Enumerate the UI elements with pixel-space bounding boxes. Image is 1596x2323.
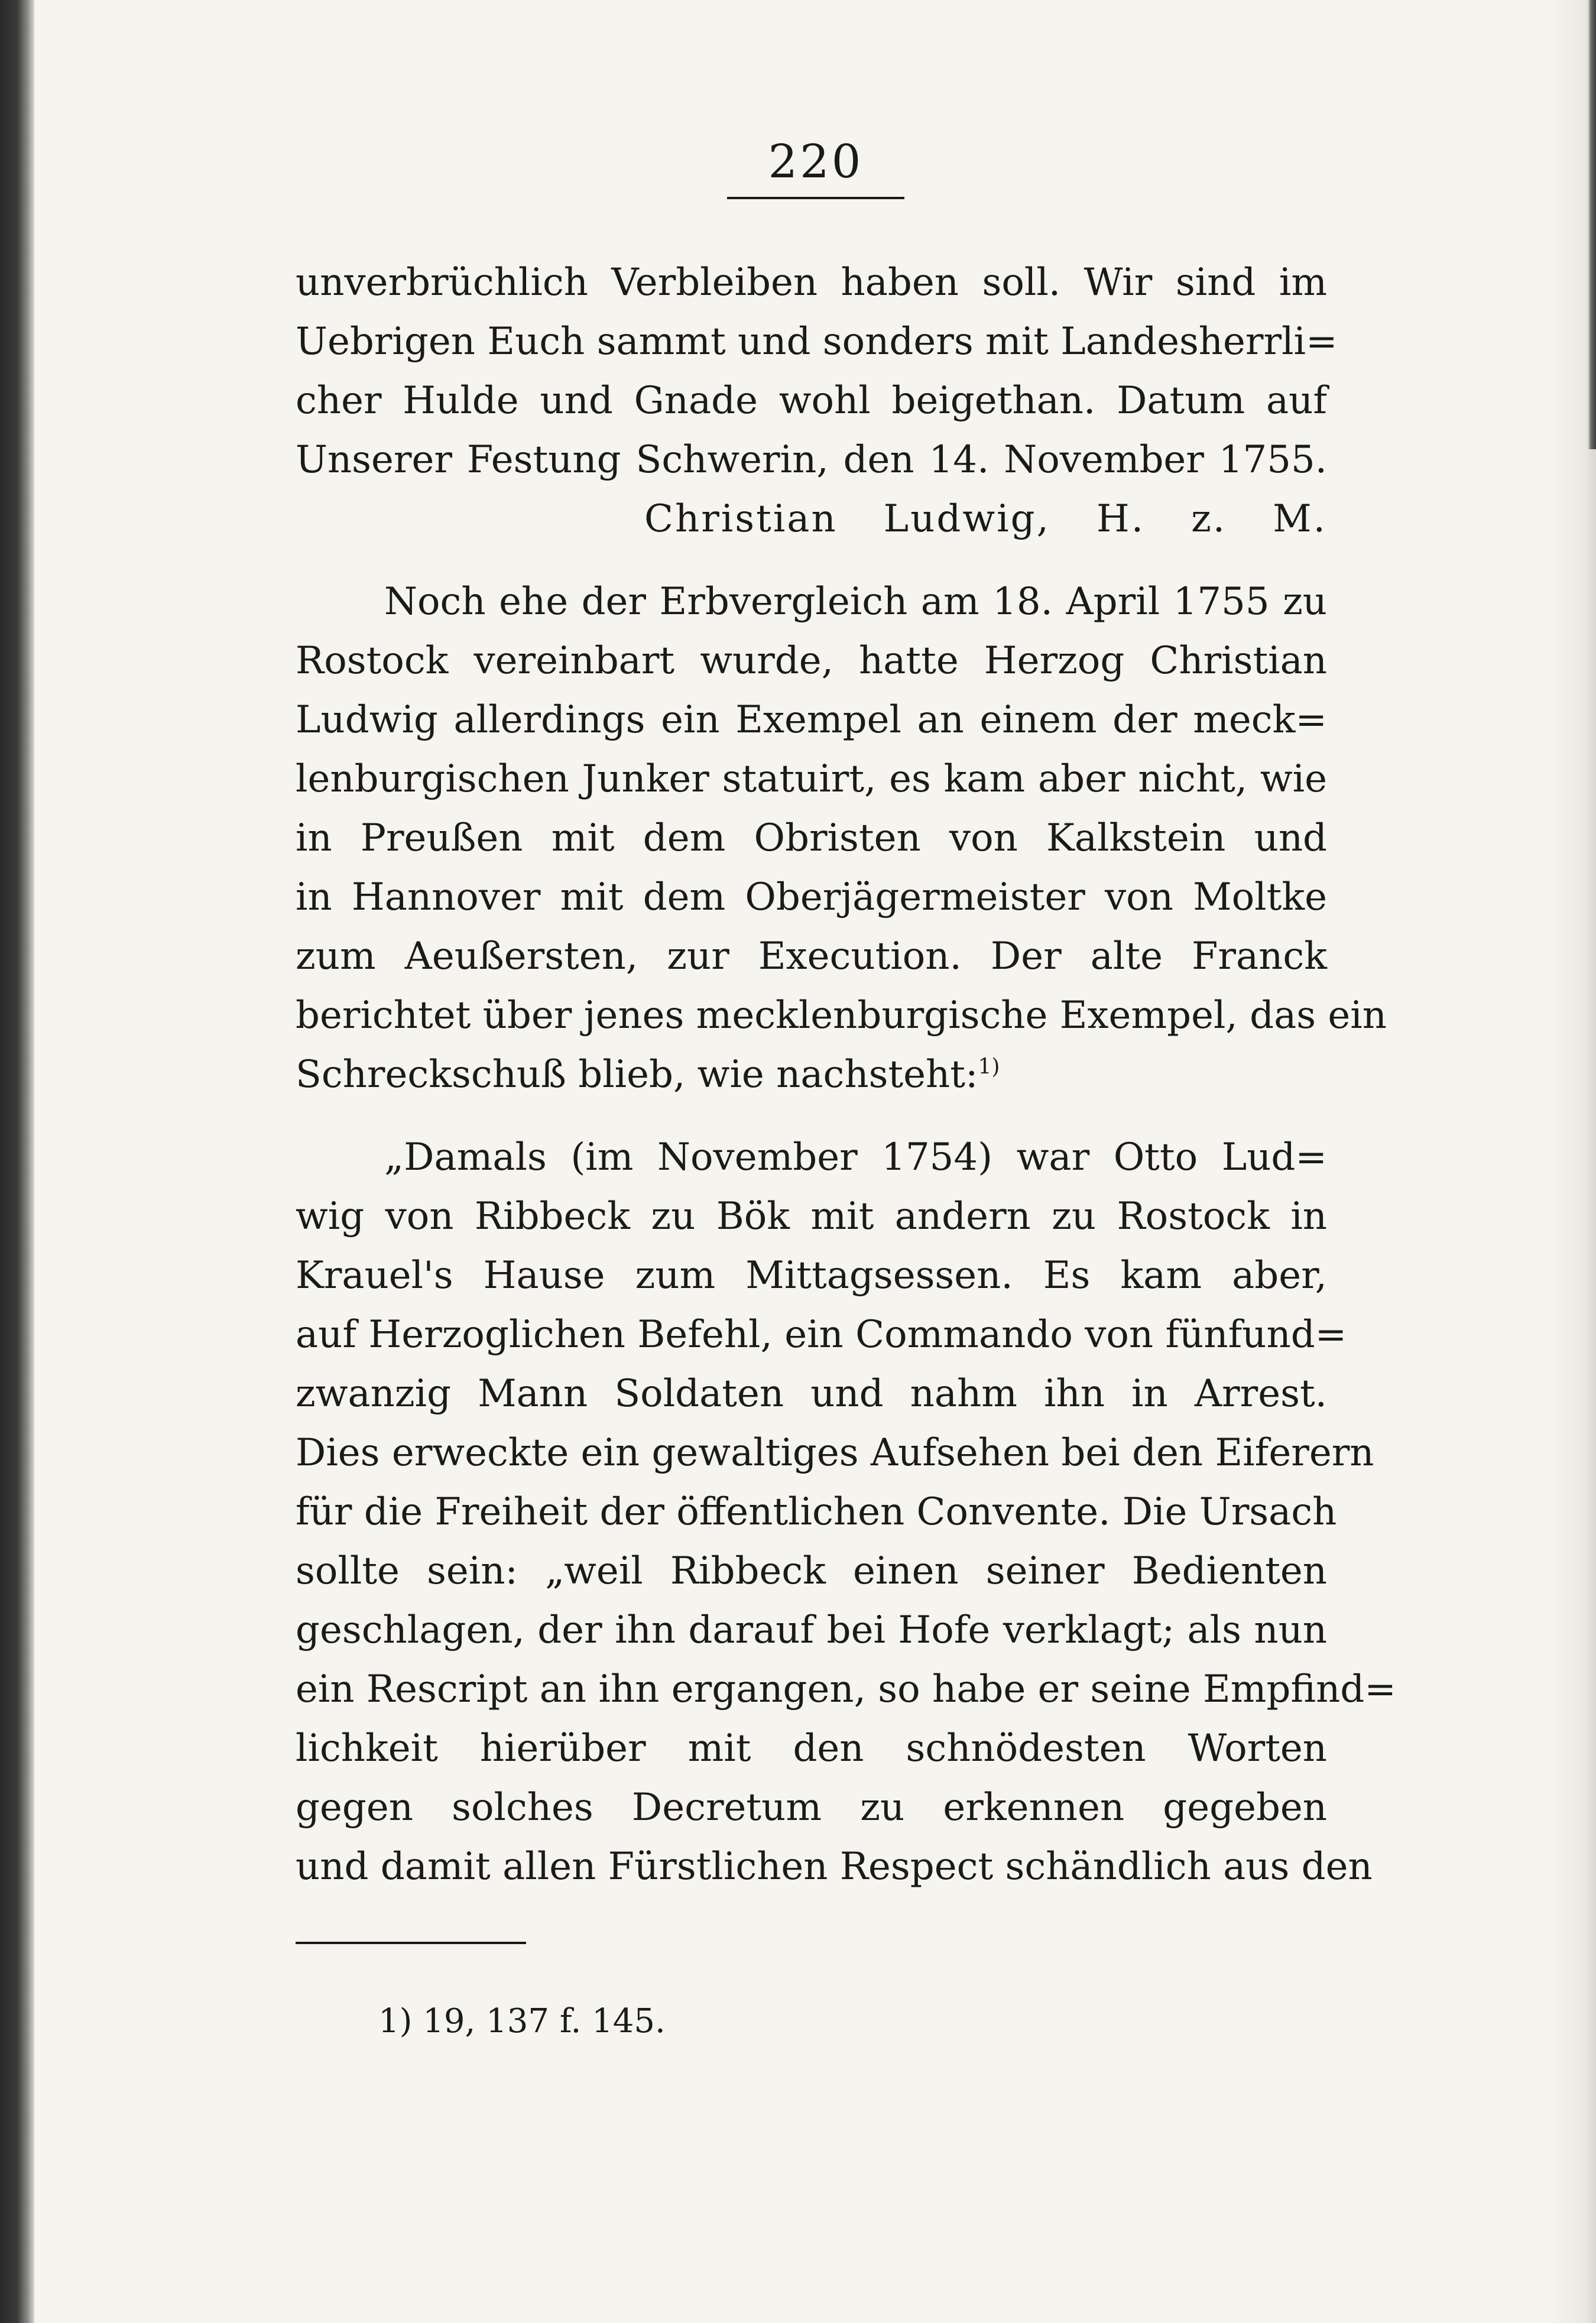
text-line: Unserer Festung Schwerin, den 14. November 1755. (296, 438, 1327, 482)
text-line: gegen solches Decretum zu erkennen gegeben (296, 1786, 1327, 1829)
text-line: zwanzig Mann Soldaten und nahm ihn in Arrest. (296, 1372, 1327, 1416)
text-line: ein Rescript an ihn ergangen, so habe er seine Empfind= (296, 1667, 1396, 1711)
text-line: „Damals (im November 1754) war Otto Lud= (384, 1135, 1327, 1179)
page-number: 220 (768, 135, 864, 189)
text-line: Ludwig allerdings ein Exempel an einem der meck= (296, 698, 1327, 742)
text-line: unverbrüchlich Verbleiben haben soll. Wir sind im (296, 261, 1327, 304)
text-line: lichkeit hierüber mit den schnödesten Worten (296, 1727, 1327, 1770)
text-line: zum Aeußersten, zur Execution. Der alte Franck (296, 935, 1327, 978)
signature-line: Christian Ludwig, H. z. M. (644, 497, 1327, 541)
text-line: wig von Ribbeck zu Bök mit andern zu Rostock in (296, 1195, 1327, 1238)
next-page-edge (1588, 0, 1596, 449)
text-line: cher Hulde und Gnade wohl beigethan. Datum auf (296, 379, 1327, 423)
text-line: Uebrigen Euch sammt und sonders mit Landesherrli= (296, 320, 1338, 364)
text-line: Rostock vereinbart wurde, hatte Herzog Christian (296, 639, 1327, 683)
text-line: für die Freiheit der öffentlichen Convente. Die Ursach (296, 1490, 1337, 1534)
text-line: geschlagen, der ihn darauf bei Hofe verklagt; als nun (296, 1608, 1327, 1652)
text-line: Dies erweckte ein gewaltiges Aufsehen bei den Eiferern (296, 1431, 1374, 1475)
binding-shadow (0, 0, 34, 2323)
text-line: Noch ehe der Erbvergleich am 18. April 1755 zu (384, 580, 1327, 624)
text-line: Schreckschuß blieb, wie nachsteht:$^{1)}$ (296, 1053, 1000, 1096)
text-line: berichtet über jenes mecklenburgische Exempel, das ein (296, 994, 1387, 1037)
text-line: Krauel's Hause zum Mittagsessen. Es kam aber, (296, 1254, 1327, 1297)
text-line: in Preußen mit dem Obristen von Kalkstein und (296, 816, 1327, 860)
page-number-rule (727, 197, 904, 199)
footnote: 1) 19, 137 f. 145. (378, 2002, 666, 2040)
footnote-reference: 1) (978, 1055, 1000, 1079)
text-line: lenburgischen Junker statuirt, es kam aber nicht, wie (296, 757, 1327, 801)
text-line: und damit allen Fürstlichen Respect schändlich aus den (296, 1845, 1373, 1889)
text-line: auf Herzoglichen Befehl, ein Commando von fünfund= (296, 1313, 1347, 1357)
text-line: in Hannover mit dem Oberjägermeister von Moltke (296, 875, 1327, 919)
footnote-separator (296, 1942, 526, 1944)
text-line: sollte sein: „weil Ribbeck einen seiner Bedienten (296, 1549, 1327, 1593)
